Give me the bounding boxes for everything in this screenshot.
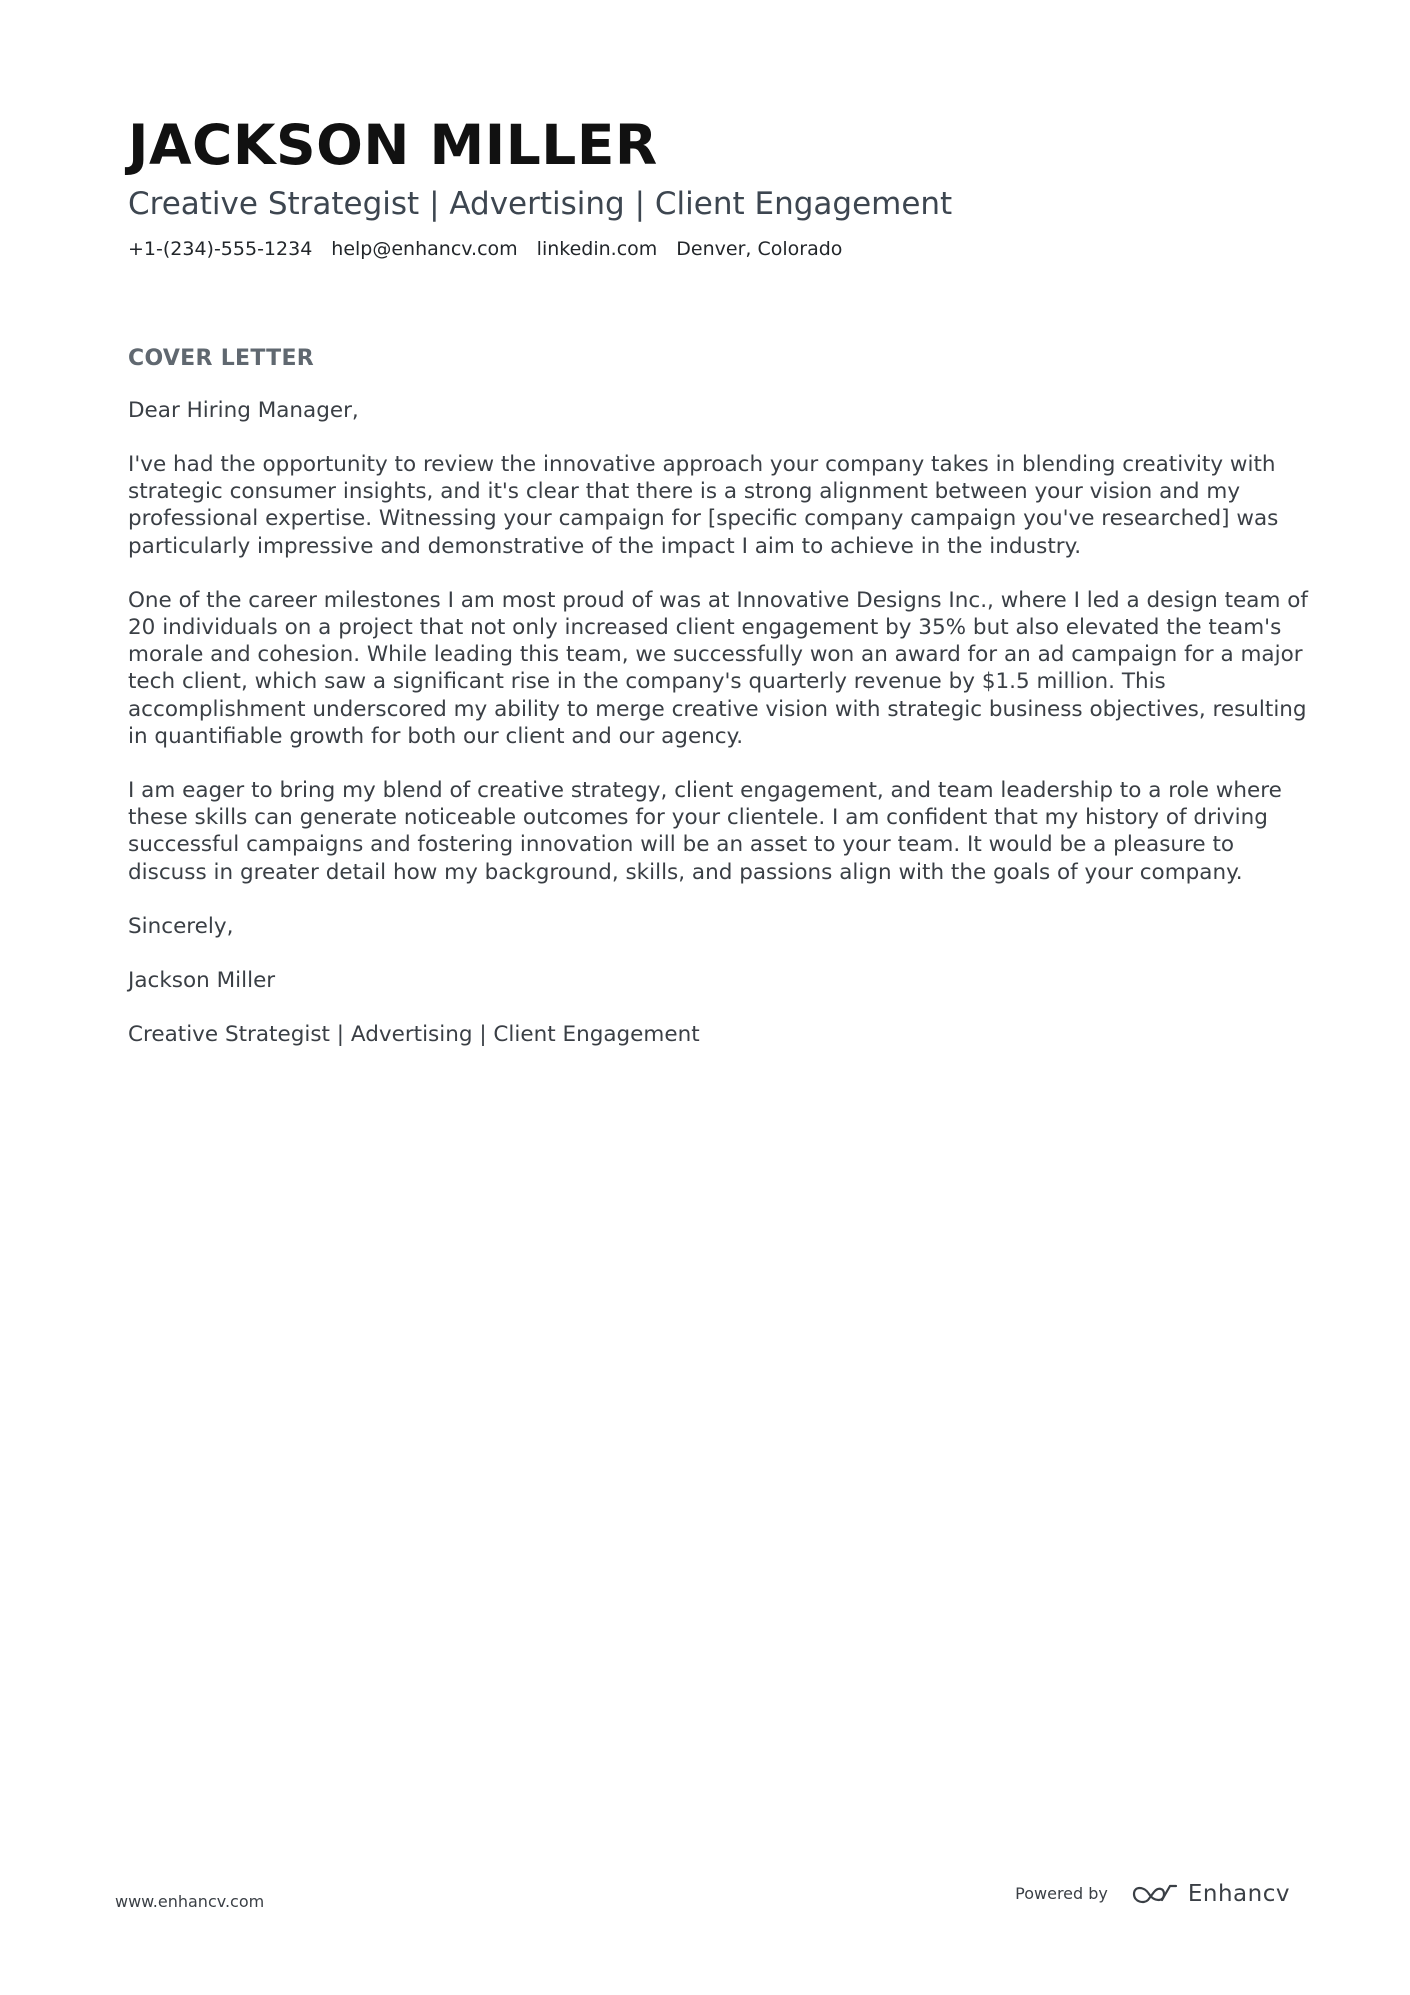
signoff: Sincerely, (128, 913, 234, 939)
contact-location: Denver, Colorado (676, 238, 843, 260)
footer-website[interactable]: www.enhancv.com (115, 1892, 265, 1911)
letter-paragraph-3: I am eager to bring my blend of creative strategy, client engagement, and team leadership to a role where these skills can generate noticeable outcomes for your clientele. I am confident that my history of driving successful campaigns and fostering innovation will be an asset to your team. It would be a pleasure to discuss in greater detail how my background, skills, and passions align with the goals of your company. (128, 778, 1282, 885)
enhancv-logo-icon (1132, 1882, 1178, 1906)
letter-paragraph-1: I've had the opportunity to review the innovative approach your company takes in blending creativity with strategic consumer insights, and it's clear that there is a strong alignment between your vision and my professional expertise. Witnessing your campaign for [specific company campaign you've researched] was particularly impressive and demonstrative of the impact I aim to achieve in the industry. (128, 452, 1279, 559)
contact-email[interactable]: help@enhancv.com (331, 238, 518, 260)
letter-body (128, 345, 1308, 1048)
contact-linkedin[interactable]: linkedin.com (536, 238, 658, 260)
contact-info (128, 236, 1288, 262)
section-title: COVER LETTER (128, 346, 315, 371)
applicant-headline: Creative Strategist | Advertising | Client Engagement (128, 186, 953, 222)
resume-header (128, 112, 1288, 262)
signature-title: Creative Strategist | Advertising | Client Engagement (128, 1021, 700, 1047)
letter-paragraph-2: One of the career milestones I am most proud of was at Innovative Designs Inc., where I led a design team of 20 individuals on a project that not only increased client engagement by 35% but also elevated the team's morale and cohesion. While leading this team, we successfully won an award for an ad campaign for a major tech client, which saw a significant rise in the company's quarterly revenue by $1.5 million. This accomplishment underscored my ability to merge creative vision with strategic business objectives, resulting in quantifiable growth for both our client and our agency. (128, 587, 1308, 749)
enhancv-brand[interactable] (1132, 1880, 1290, 1908)
powered-by-label: Powered by (1015, 1884, 1108, 1903)
salutation: Dear Hiring Manager, (128, 398, 359, 423)
brand-name: Enhancv (1187, 1881, 1290, 1907)
applicant-name: JACKSON MILLER (128, 113, 658, 177)
contact-phone: +1-(234)-555-1234 (128, 238, 313, 260)
footer-branding (1015, 1880, 1290, 1908)
signature-name: Jackson Miller (128, 967, 276, 993)
